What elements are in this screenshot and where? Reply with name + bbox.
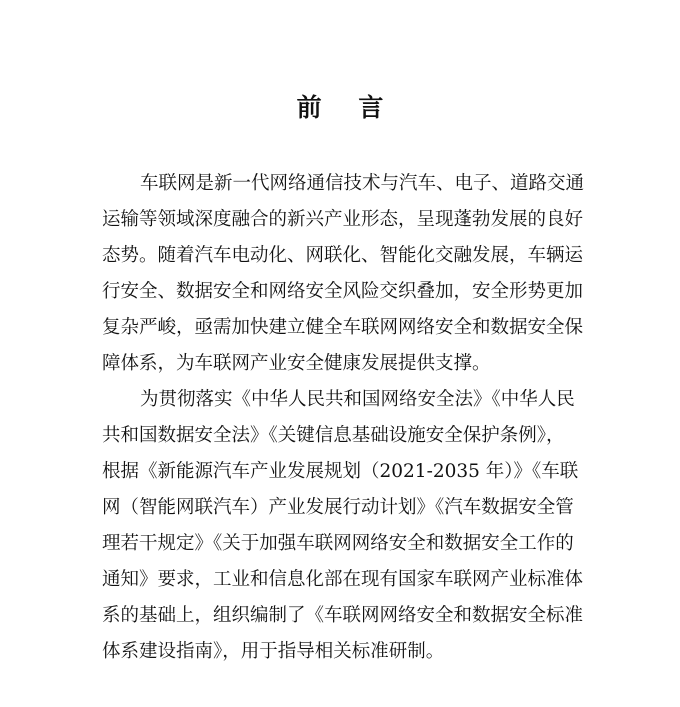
paragraph-line: 复杂严峻，亟需加快建立健全车联网网络安全和数据安全保 bbox=[102, 317, 584, 338]
paragraph-line: 障体系，为车联网产业安全健康发展提供支撑。 bbox=[102, 353, 491, 374]
paragraph-line: 体系建设指南》，用于指导相关标准研制。 bbox=[102, 641, 445, 662]
paragraph-line: 运输等领域深度融合的新兴产业形态，呈现蓬勃发展的良好 bbox=[102, 209, 584, 230]
page-title: 前 言 bbox=[296, 93, 398, 122]
paragraph-line: 为贯彻落实《中华人民共和国网络安全法》《中华人民 bbox=[140, 389, 575, 410]
paragraph-line: 网（智能网联汽车）产业发展行动计划》《汽车数据安全管 bbox=[102, 497, 574, 518]
paragraph-line: 态势。随着汽车电动化、网联化、智能化交融发展，车辆运 bbox=[102, 245, 584, 266]
paragraph-line: 车联网是新一代网络通信技术与汽车、电子、道路交通 bbox=[140, 173, 585, 194]
paragraph-line: 行安全、数据安全和网络安全风险交织叠加，安全形势更加 bbox=[102, 281, 584, 302]
paragraph-line: 系的基础上，组织编制了《车联网网络安全和数据安全标准 bbox=[102, 605, 584, 626]
paragraph-line: 共和国数据安全法》《关键信息基础设施安全保护条例》， bbox=[102, 425, 565, 446]
paragraph-line: 通知》要求，工业和信息化部在现有国家车联网产业标准体 bbox=[102, 569, 584, 590]
paragraph-line: 理若干规定》《关于加强车联网网络安全和数据安全工作的 bbox=[102, 533, 574, 554]
paragraph-line: 根据《新能源汽车产业发展规划（2021-2035 年）》《车联 bbox=[102, 461, 579, 482]
